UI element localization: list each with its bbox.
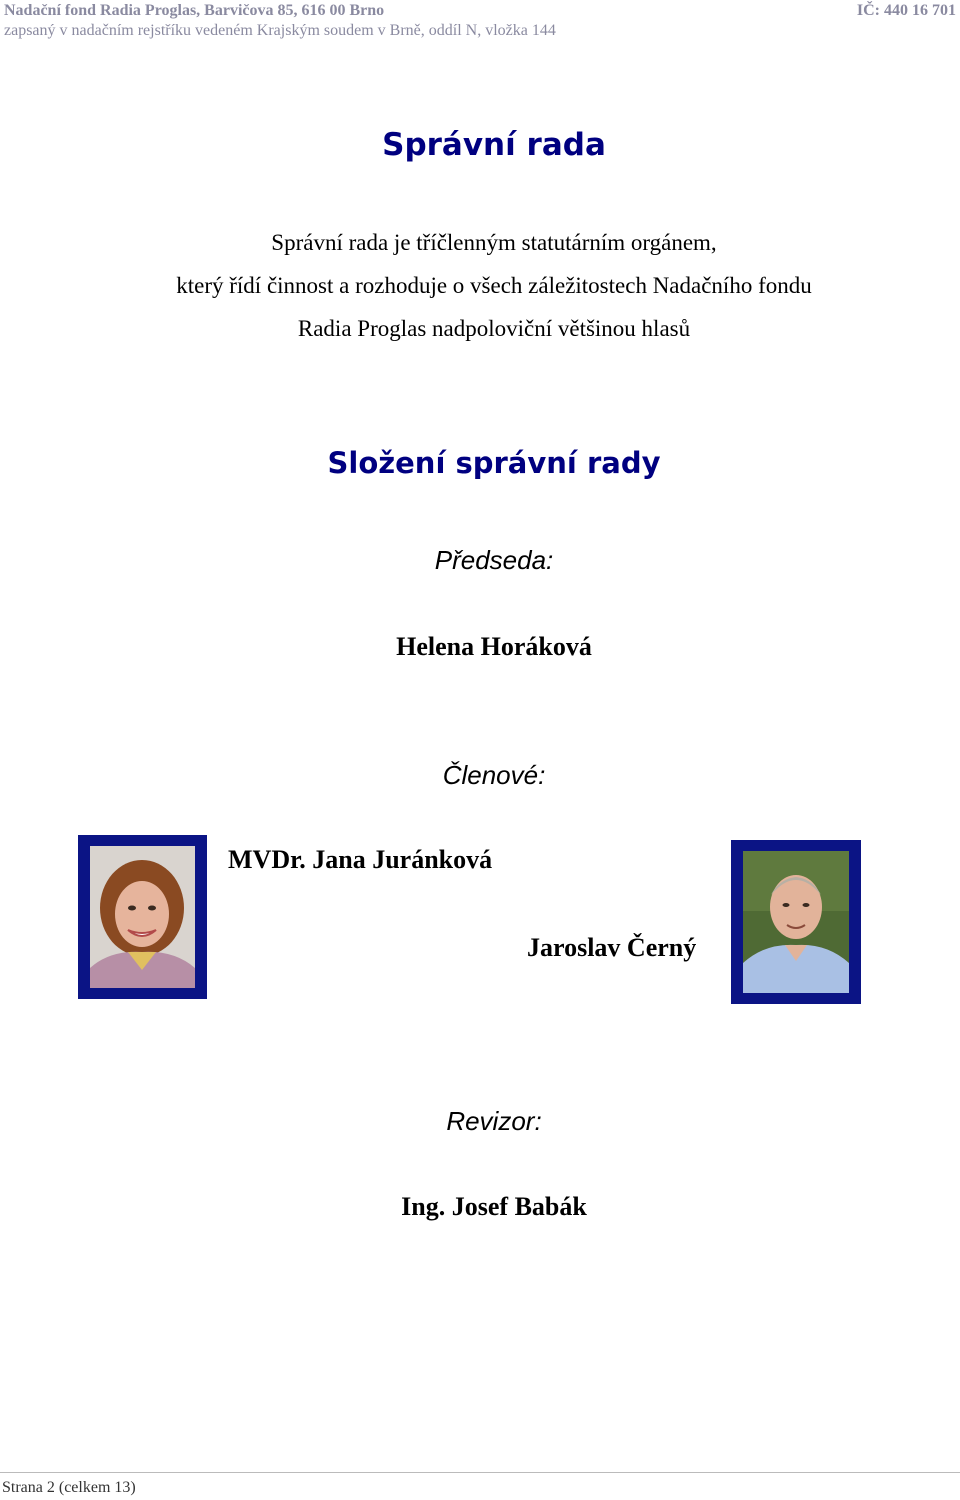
portrait-woman-image <box>90 846 195 988</box>
chair-label: Předseda: <box>434 545 554 575</box>
page-number: Strana 2 (celkem 13) <box>2 1479 136 1496</box>
auditor-name: Ing. Josef Babák <box>401 1192 587 1221</box>
footer-divider <box>0 1472 960 1473</box>
member-photo-woman <box>78 835 207 999</box>
chair-name: Helena Horáková <box>396 632 592 661</box>
member-name-2: Jaroslav Černý <box>527 933 697 962</box>
member-name-1: MVDr. Jana Juránková <box>228 845 493 874</box>
composition-heading: Složení správní rady <box>327 446 661 480</box>
intro-line-3: Radia Proglas nadpoloviční většinou hlasů <box>297 316 691 341</box>
header-org-line: Nadační fond Radia Proglas, Barvičova 85, 616 00 Brno <box>4 2 385 19</box>
members-label: Členové: <box>442 760 546 790</box>
header-ic: IČ: 440 16 701 <box>856 2 956 19</box>
intro-line-1: Správní rada je tříčlenným statutárním orgánem, <box>271 230 717 255</box>
intro-line-2: který řídí činnost a rozhoduje o všech záležitostech Nadačního fondu <box>176 273 812 298</box>
auditor-label: Revizor: <box>446 1106 542 1136</box>
portrait-man-image <box>743 851 849 993</box>
header-registry-line: zapsaný v nadačním rejstříku vedeném Krajským soudem v Brně, oddíl N, vložka 144 <box>4 22 556 39</box>
page-title: Správní rada <box>382 127 606 163</box>
member-photo-man <box>731 840 861 1004</box>
